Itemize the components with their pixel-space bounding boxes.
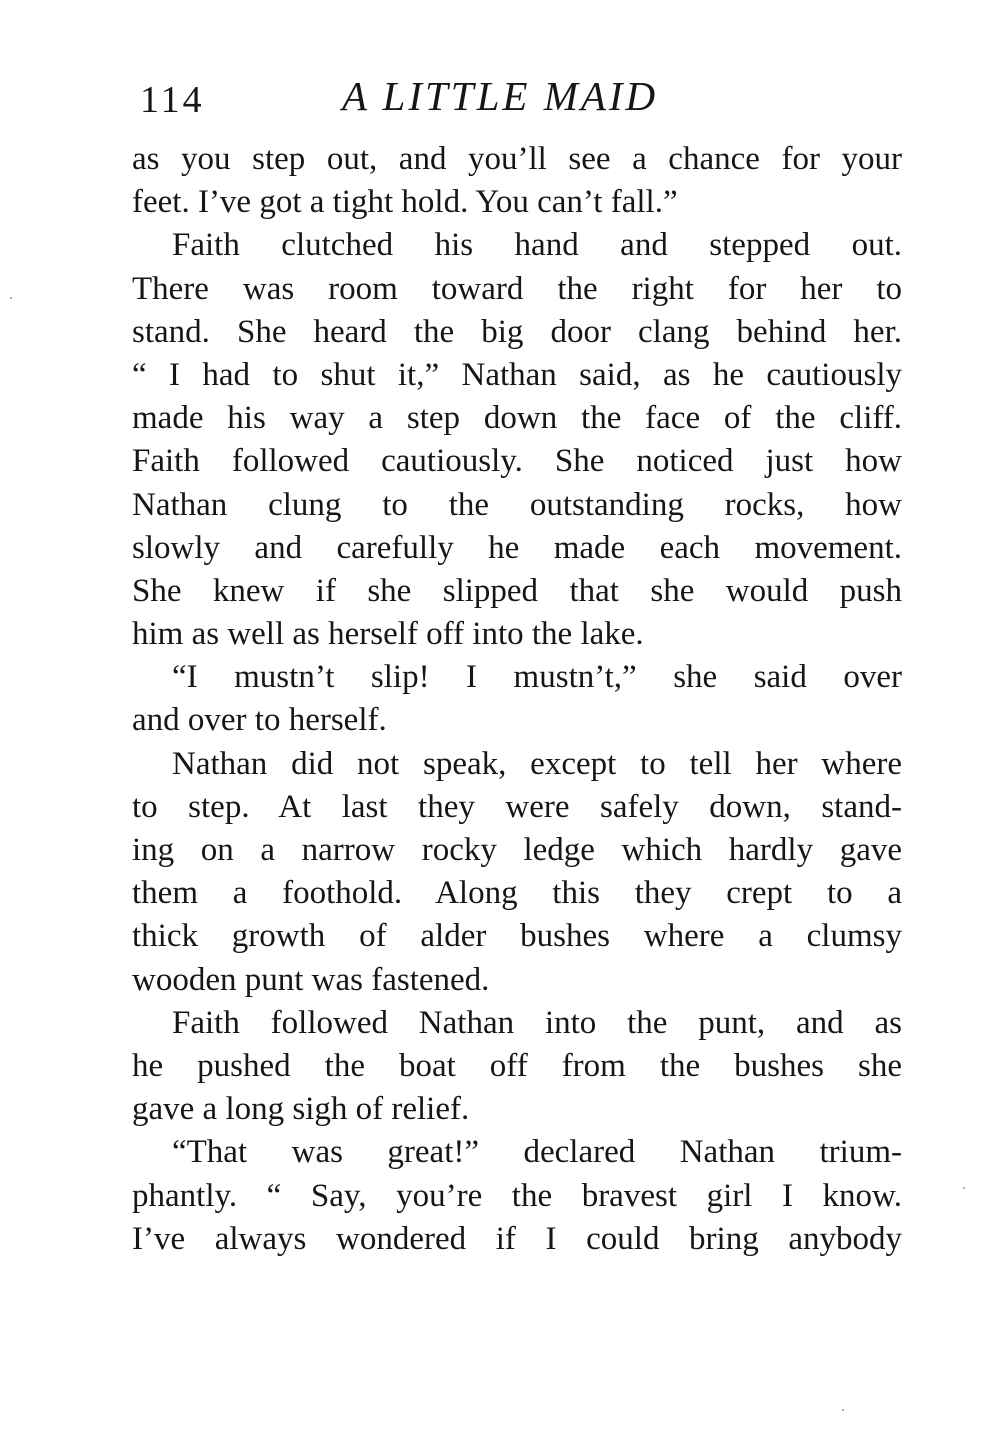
text-line: him as well as herself off into the lake.	[132, 616, 644, 653]
text-line: feet. I’ve got a tight hold. You can’t fall.”	[132, 184, 678, 221]
text-line: he pushed the boat off from the bushes she	[132, 1047, 902, 1084]
text-line: Faith clutched his hand and stepped out.	[172, 227, 902, 264]
text-line: There was room toward the right for her to	[132, 270, 902, 307]
text-line: phantly. “ Say, you’re the bravest girl I know.	[132, 1177, 902, 1214]
text-line: Faith followed cautiously. She noticed just how	[132, 443, 902, 480]
page-number: 114	[140, 79, 205, 121]
text-line: Faith followed Nathan into the punt, and as	[172, 1004, 902, 1041]
text-line: them a foothold. Along this they crept to a	[132, 875, 902, 912]
paper-speck	[842, 1409, 844, 1411]
text-line: to step. At last they were safely down, stand-	[132, 788, 902, 825]
text-line: “That was great!” declared Nathan trium-	[172, 1134, 902, 1171]
text-line: ing on a narrow rocky ledge which hardly gave	[132, 832, 902, 868]
text-line: made his way a step down the face of the cliff.	[132, 400, 902, 437]
text-line: “I mustn’t slip! I mustn’t,” she said over	[172, 659, 902, 696]
body-text	[132, 138, 902, 1261]
paper-speck	[963, 1187, 965, 1189]
text-line: as you step out, and you’ll see a chance for your	[132, 141, 902, 177]
text-line: slowly and carefully he made each movement.	[132, 529, 902, 566]
running-header	[132, 70, 902, 126]
text-line: I’ve always wondered if I could bring anybody	[132, 1220, 902, 1257]
text-line: thick growth of alder bushes where a clumsy	[132, 918, 902, 955]
text-line: and over to herself.	[132, 702, 387, 739]
text-line: gave a long sigh of relief.	[132, 1091, 470, 1128]
text-line: stand. She heard the big door clang behind her.	[132, 313, 902, 350]
text-line: Nathan did not speak, except to tell her where	[172, 745, 902, 782]
running-title: A LITTLE MAID	[342, 73, 659, 119]
text-line: wooden punt was fastened.	[132, 961, 490, 998]
text-line: Nathan clung to the outstanding rocks, how	[132, 486, 902, 523]
text-line: She knew if she slipped that she would push	[132, 572, 902, 609]
text-line: “ I had to shut it,” Nathan said, as he cautiously	[132, 356, 902, 393]
paper-speck	[10, 297, 12, 299]
